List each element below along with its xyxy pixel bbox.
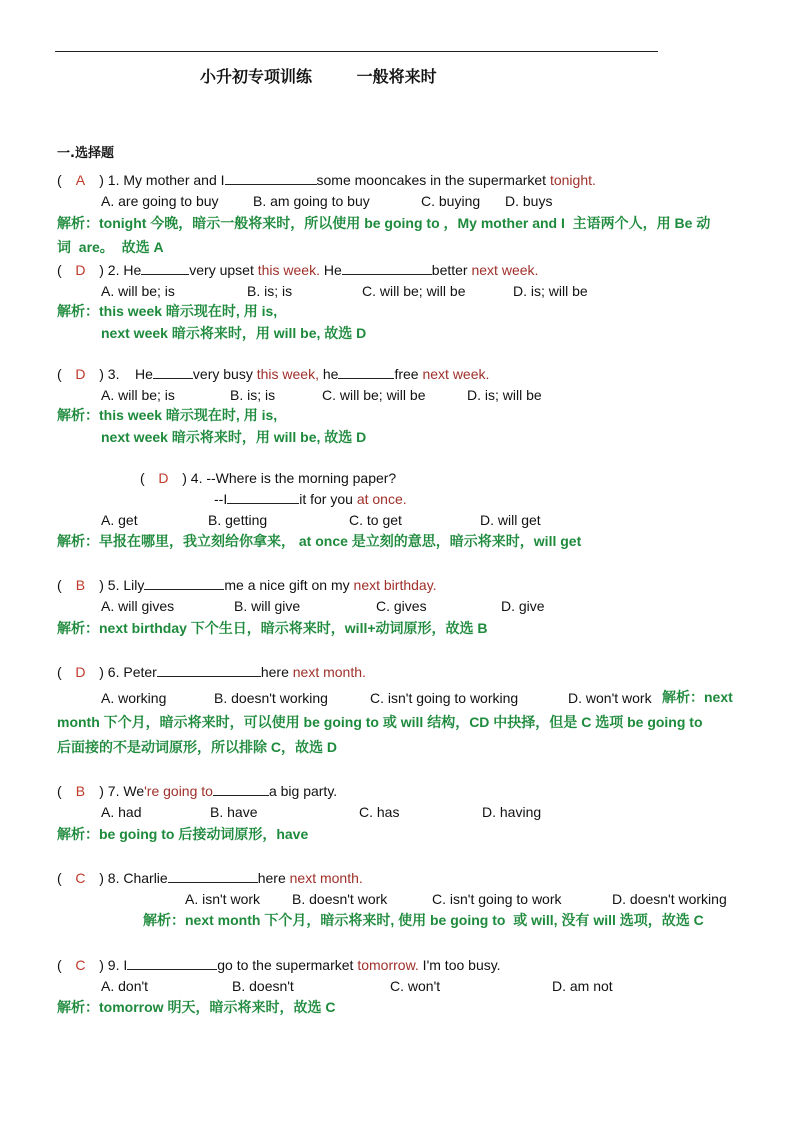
blank [225, 172, 317, 185]
analysis-8: 解析：next month 下个月，暗示将来时, 使用 be going to 或 will, 没有 will 选项，故选 C [143, 912, 704, 928]
analysis-6-cont2: 后面接的不是动词原形，所以排除 C，故选 D [57, 739, 337, 755]
question-4: ( D ) 4. --Where is the morning paper? [140, 470, 397, 486]
option-b: B. is; is [247, 283, 293, 299]
option-c: C. will be; will be [362, 283, 466, 299]
option-c: C. to get [349, 512, 402, 528]
option-d: D. will get [480, 512, 541, 528]
option-c: C. will be; will be [322, 387, 426, 403]
option-b: B. is; is [230, 387, 276, 403]
header-rule [55, 51, 658, 52]
analysis-3: 解析：this week 暗示现在时, 用 is, [57, 407, 278, 423]
option-a: A. will be; is [101, 283, 175, 299]
answer-8: C [75, 870, 86, 886]
answer-2: D [75, 262, 86, 278]
analysis-9: 解析：tomorrow 明天，暗示将来时，故选 C [57, 999, 336, 1015]
answer-1: A [75, 172, 86, 188]
option-b: B. doesn't working [214, 690, 328, 706]
option-c: C. won't [390, 978, 441, 994]
option-a: A. isn't work [185, 891, 261, 907]
answer-6: D [75, 664, 86, 680]
option-c: C. buying [421, 193, 481, 209]
analysis-6: 解析：next [662, 689, 733, 705]
answer-7: B [75, 783, 86, 799]
option-c: C. has [359, 804, 400, 820]
answer-3: D [75, 366, 86, 382]
option-a: A. get [101, 512, 138, 528]
option-d: D. having [482, 804, 542, 820]
answer-4: D [158, 470, 169, 486]
option-a: A. working [101, 690, 167, 706]
option-c: C. gives [376, 598, 427, 614]
option-a: A. will be; is [101, 387, 175, 403]
option-b: B. will give [234, 598, 301, 614]
analysis-5: 解析：next birthday 下个生日，暗示将来时，will+动词原形，故选 B [57, 620, 488, 636]
option-b: B. getting [208, 512, 268, 528]
page-title: 小升初专项训练 一般将来时 [200, 67, 437, 86]
question-1: ( A ) 1. My mother and I some mooncakes in the supermarket tonight. [57, 172, 596, 188]
question-4-line2: --I it for you at once. [214, 491, 407, 507]
analysis-6-cont: month 下个月，暗示将来时，可以使用 be going to 或 will 结构，CD 中抉择，但是 C 选项 be going to [57, 714, 703, 730]
option-a: A. don't [101, 978, 149, 994]
analysis-1: 解析：tonight 今晚，暗示一般将来时，所以使用 be going to ，My mother and I 主语两个人，用 Be 动 [57, 215, 711, 231]
analysis-4: 解析：早报在哪里，我立刻给你拿来， at once 是立刻的意思，暗示将来时，will get [57, 533, 582, 549]
analysis-2-cont: next week 暗示将来时，用 will be, 故选 D [101, 325, 367, 341]
option-d: D. is; will be [513, 283, 588, 299]
question-8: ( C ) 8. Charlie here next month. [57, 870, 363, 886]
question-3: ( D ) 3. He very busy this week, he free next week. [57, 366, 490, 382]
question-9: ( C ) 9. I go to the supermarket tomorrow. I'm too busy. [57, 957, 501, 973]
option-b: B. doesn't work [292, 891, 388, 907]
option-b: B. have [210, 804, 258, 820]
option-b: B. doesn't [232, 978, 294, 994]
answer-9: C [75, 957, 86, 973]
option-d: D. doesn't working [612, 891, 727, 907]
option-a: A. will gives [101, 598, 175, 614]
question-2: ( D ) 2. He very upset this week. He better next week. [57, 262, 539, 278]
analysis-1-cont: 词 are。 故选 A [57, 239, 164, 255]
option-d: D. won't work [568, 690, 652, 706]
option-b: B. am going to buy [253, 193, 370, 209]
option-d: D. give [501, 598, 545, 614]
section-heading: 一.选择题 [57, 146, 114, 161]
analysis-3-cont: next week 暗示将来时，用 will be, 故选 D [101, 429, 367, 445]
question-5: ( B ) 5. Lily me a nice gift on my next birthday. [57, 577, 437, 593]
question-6: ( D ) 6. Peter here next month. [57, 664, 366, 680]
option-d: D. am not [552, 978, 613, 994]
analysis-2: 解析：this week 暗示现在时, 用 is, [57, 303, 278, 319]
option-c: C. isn't going to work [432, 891, 562, 907]
analysis-7: 解析：be going to 后接动词原形，have [57, 826, 309, 842]
answer-5: B [75, 577, 86, 593]
option-a: A. had [101, 804, 142, 820]
question-7: ( B ) 7. We're going to a big party. [57, 783, 338, 799]
option-d: D. is; will be [467, 387, 542, 403]
option-d: D. buys [505, 193, 553, 209]
option-a: A. are going to buy [101, 193, 219, 209]
option-c: C. isn't going to working [370, 690, 519, 706]
